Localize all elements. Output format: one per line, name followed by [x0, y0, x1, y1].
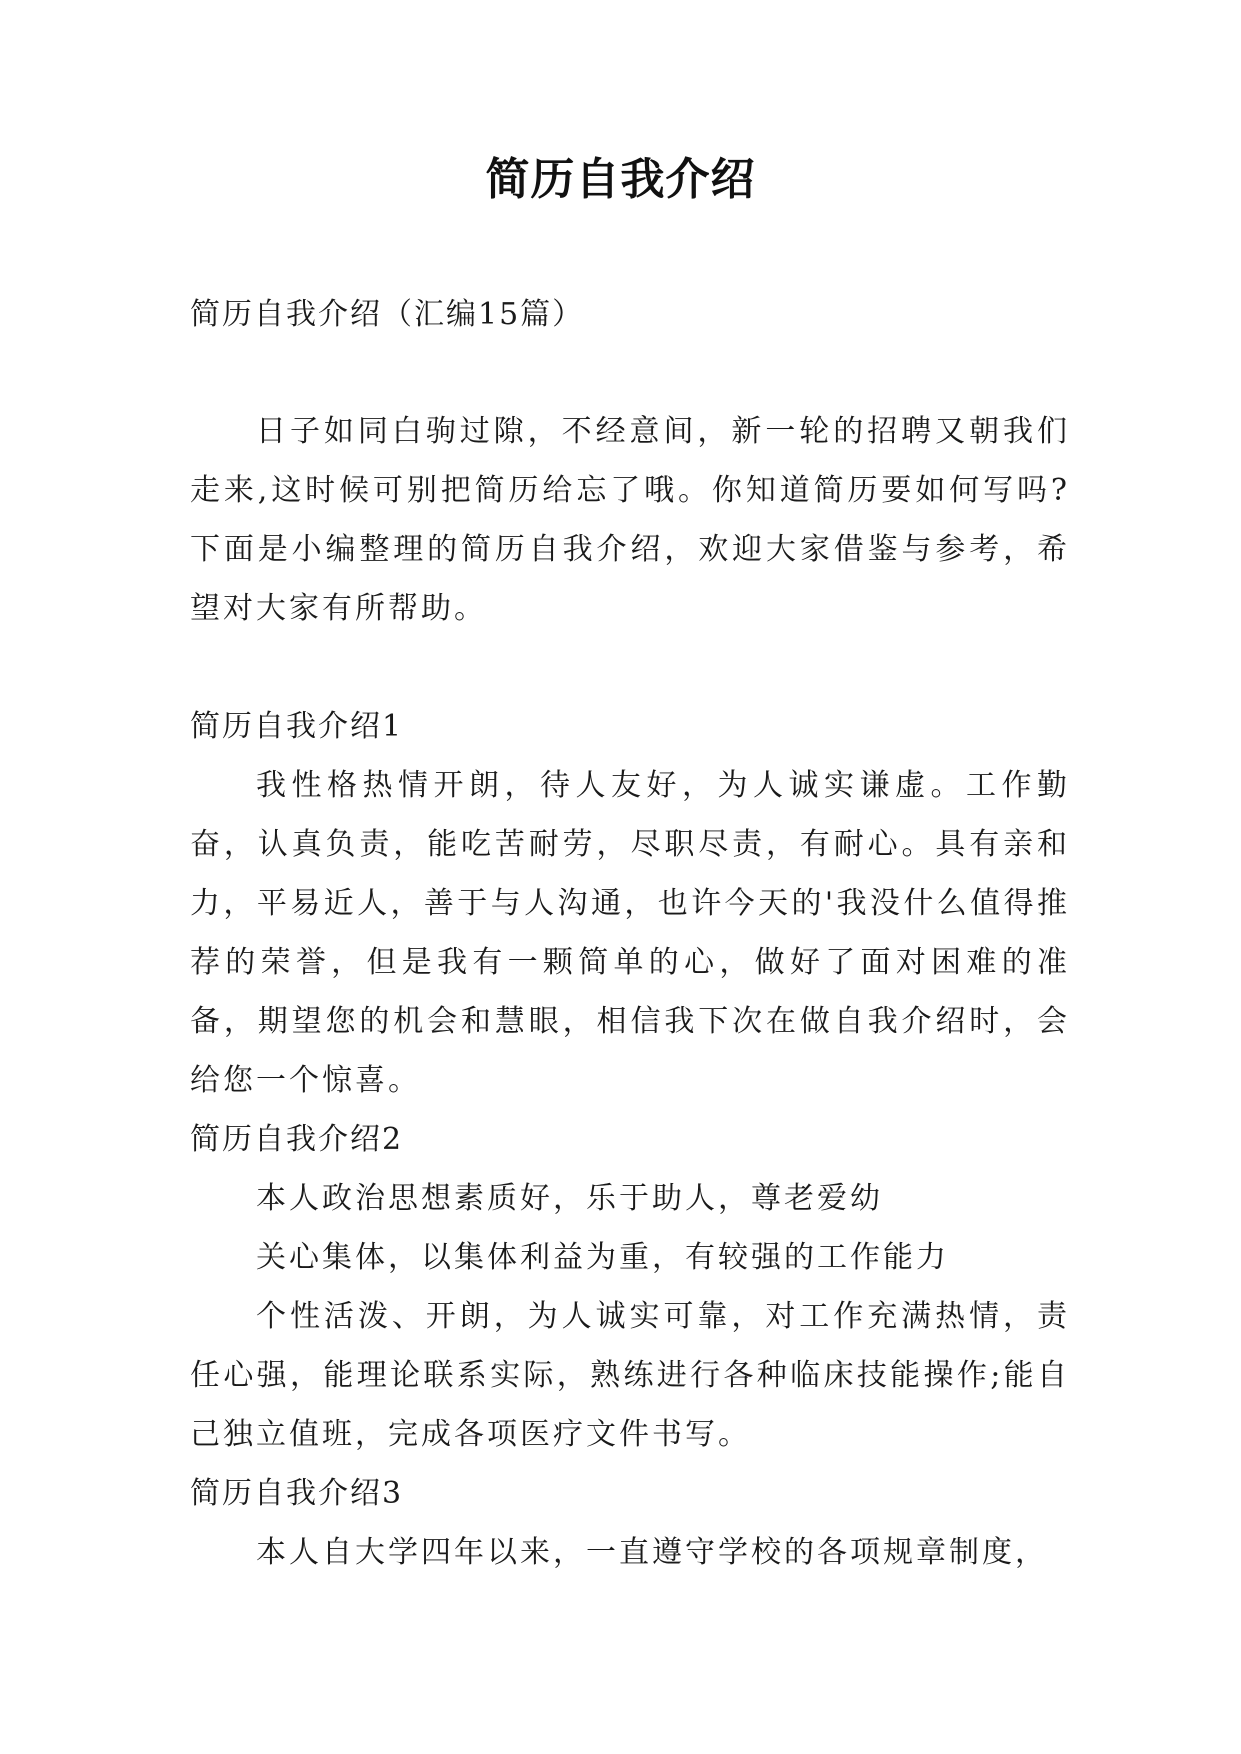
sections-container	[190, 697, 1070, 1582]
section-paragraph: 本人政治思想素质好，乐于助人，尊老爱幼	[256, 1181, 883, 1216]
document-subtitle: 简历自我介绍（汇编15篇）	[190, 297, 585, 332]
section-1	[190, 697, 1070, 1110]
section-heading: 简历自我介绍3	[190, 1476, 404, 1511]
section-3	[190, 1464, 1070, 1582]
document-title: 简历自我介绍	[485, 154, 756, 205]
section-2	[190, 1110, 1070, 1464]
section-paragraph: 关心集体，以集体利益为重，有较强的工作能力	[256, 1240, 949, 1275]
section-paragraph: 个性活泼、开朗，为人诚实可靠，对工作充满热情，责任心强，能理论联系实际，熟练进行各种临床技能操作;能自己独立值班，完成各项医疗文件书写。	[190, 1299, 1070, 1452]
section-paragraph: 本人自大学四年以来，一直遵守学校的各项规章制度，	[256, 1535, 1048, 1570]
intro-paragraph: 日子如同白驹过隙，不经意间，新一轮的招聘又朝我们走来,这时候可别把简历给忘了哦。你知道简历要如何写吗?下面是小编整理的简历自我介绍，欢迎大家借鉴与参考，希望对大家有所帮助。	[190, 414, 1070, 626]
section-heading: 简历自我介绍1	[190, 709, 404, 744]
section-heading: 简历自我介绍2	[190, 1122, 404, 1157]
section-paragraph: 我性格热情开朗，待人友好，为人诚实谦虚。工作勤奋，认真负责，能吃苦耐劳，尽职尽责，有耐心。具有亲和力，平易近人，善于与人沟通，也许今天的'我没什么值得推荐的荣誉，但是我有一颗简单的心，做好了面对困难的准备，期望您的机会和慧眼，相信我下次在做自我介绍时，会给您一个惊喜。	[190, 768, 1070, 1098]
